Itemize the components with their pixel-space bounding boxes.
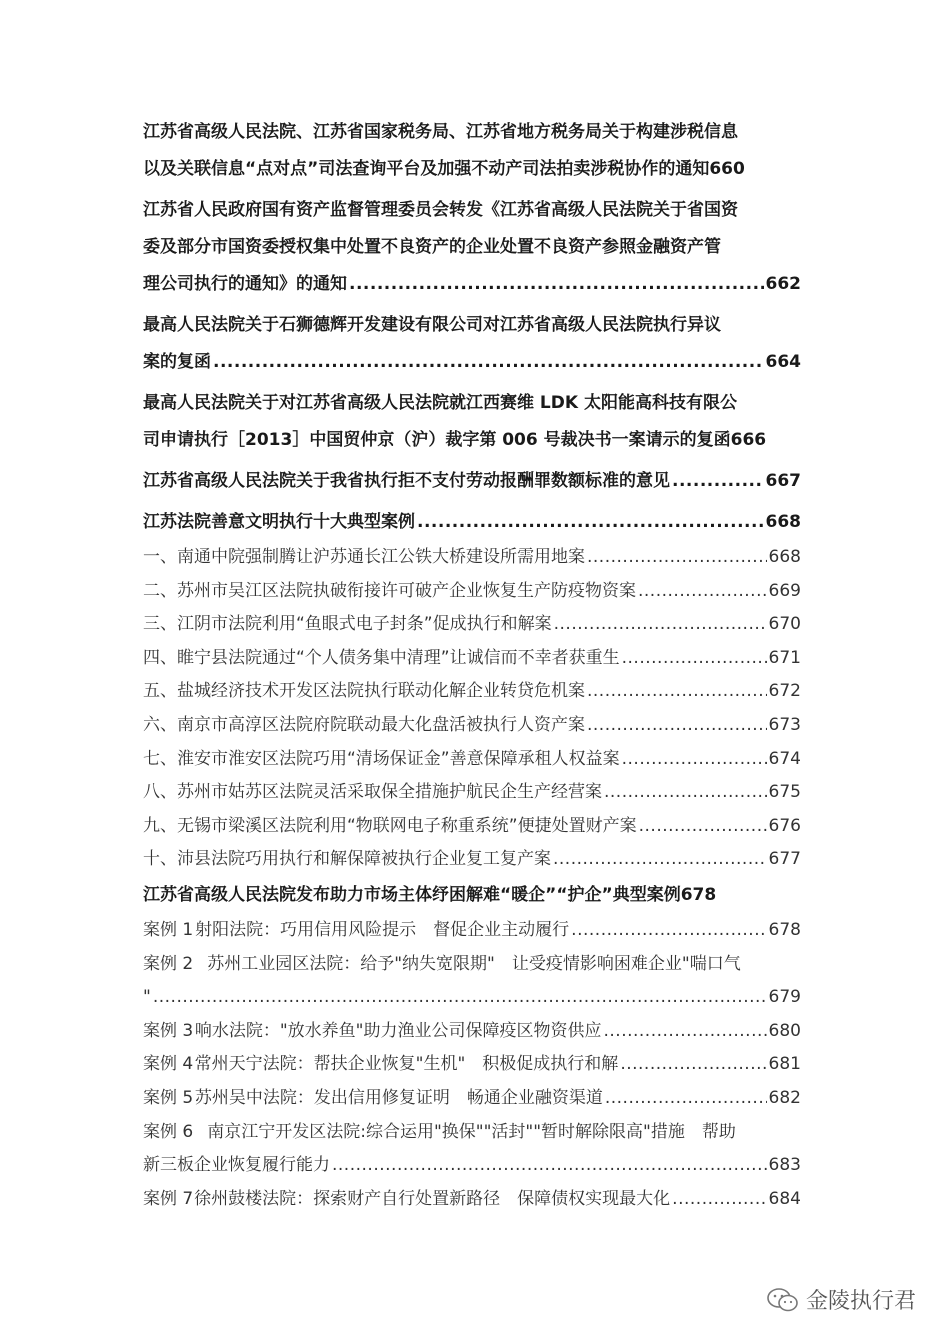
toc-line-last <box>143 344 801 381</box>
toc-title: 四、睢宁县法院通过“个人债务集中清理”让诚信而不幸者获重生 <box>143 647 620 668</box>
toc-line: 最高人民法院关于对江苏省高级人民法院就江西赛维 LDK 太阳能高科技有限公 <box>143 393 737 413</box>
dot-leader <box>620 1048 766 1082</box>
toc-line: 最高人民法院关于石狮德辉开发建设有限公司对江苏省高级人民法院执行异议 <box>143 315 721 335</box>
dot-leader <box>571 914 766 948</box>
dot-leader <box>153 981 767 1015</box>
seven-cases-list <box>143 914 801 1216</box>
toc-line-last <box>143 541 801 575</box>
toc-title: 一、南通中院强制腾让沪苏通长江公铁大桥建设所需用地案 <box>143 547 585 567</box>
dot-leader <box>604 776 767 810</box>
toc-title: 十、沛县法院巧用执行和解保障被执行企业复工复产案 <box>143 849 551 870</box>
toc-title: 二、苏州市吴江区法院执破衔接许可破产企业恢复生产防疫物资案 <box>143 580 636 601</box>
toc-subentry[interactable] <box>143 914 801 948</box>
ten-cases-list <box>143 541 801 877</box>
toc-title: 理公司执行的通知》的通知 <box>143 274 347 294</box>
dot-leader <box>554 608 767 642</box>
toc-line-last <box>143 1183 801 1217</box>
toc-title: 案的复函 <box>143 352 211 372</box>
toc-entry-shishi-dehui[interactable] <box>143 307 801 381</box>
page-number: 671 <box>768 647 801 668</box>
toc-title: 五、盐城经济技术开发区法院执行联动化解企业转贷危机案 <box>143 681 585 702</box>
toc-subentry[interactable] <box>143 1048 801 1082</box>
toc-subentry[interactable] <box>143 608 801 642</box>
toc-title: 响水法院："放水养鱼"助力渔业公司保障疫区物资供应 <box>194 1020 602 1041</box>
page-number: 664 <box>765 352 801 372</box>
toc-title: 常州天宁法院：帮扶企业恢复"生机" 积极促成执行和解 <box>194 1054 619 1075</box>
toc-line-last <box>143 463 801 500</box>
toc-subentry[interactable] <box>143 810 801 844</box>
toc-title: 九、无锡市梁溪区法院利用“物联网电子称重系统”便捷处置财产案 <box>143 815 637 836</box>
toc-title: 八、苏州市姑苏区法院灵活采取保全措施护航民企生产经营案 <box>143 782 602 803</box>
toc-line: 江苏省高级人民法院、江苏省国家税务局、江苏省地方税务局关于构建涉税信息 <box>143 122 738 142</box>
toc-title: 苏州吴中法院：发出信用修复证明 畅通企业融资渠道 <box>194 1087 603 1108</box>
toc-line-last <box>143 1015 801 1049</box>
toc-title: 苏州工业园区法院：给予"纳失宽限期" 让受疫情影响困难企业"喘口气 <box>207 953 741 974</box>
dot-leader <box>553 843 767 877</box>
toc-line-last <box>143 642 801 676</box>
toc-subentry[interactable] <box>143 776 801 810</box>
toc-line: 委及部分市国资委授权集中处置不良资产的企业处置不良资产参照金融资产管 <box>143 237 721 257</box>
toc-title: 江苏省高级人民法院关于我省执行拒不支付劳动报酬罪数额标准的意见 <box>143 471 670 491</box>
toc-title: 六、南京市高淳区法院府院联动最大化盘活被执行人资产案 <box>143 714 585 735</box>
page-number: 674 <box>768 748 801 769</box>
toc-title: 七、淮安市淮安区法院巧用“清场保证金”善意保障承租人权益案 <box>143 748 620 769</box>
toc-title: 三、江阴市法院利用“鱼眼式电子封条”促成执行和解案 <box>143 614 552 635</box>
toc-line-last <box>143 1082 801 1116</box>
toc-entry-labor-pay[interactable] <box>143 463 801 500</box>
dot-leader <box>638 575 767 609</box>
page-number: 684 <box>768 1188 801 1209</box>
dot-leader <box>603 1015 766 1049</box>
page-number: 678 <box>768 919 801 940</box>
case-label: 案例 4 <box>143 1054 194 1075</box>
toc-line-last <box>143 810 801 844</box>
table-of-contents <box>143 114 801 1216</box>
page-number: 677 <box>768 849 801 870</box>
toc-line <box>143 1116 801 1150</box>
toc-line-last <box>143 981 801 1015</box>
toc-line: 司申请执行［2013］中国贸仲京（沪）裁字第 006 号裁决书一案请示的复函666 <box>143 430 767 450</box>
page-number: 676 <box>768 815 801 836</box>
toc-line-last <box>143 776 801 810</box>
page-number: 672 <box>768 681 801 702</box>
toc-subentry[interactable] <box>143 541 801 575</box>
toc-line-last <box>143 709 801 743</box>
toc-title: 江苏法院善意文明执行十大典型案例 <box>143 512 415 532</box>
page-number: 675 <box>768 782 801 803</box>
page-number: 668 <box>765 512 801 532</box>
page-number: 668 <box>768 547 801 567</box>
dot-leader <box>672 1183 766 1217</box>
dot-leader <box>213 344 764 381</box>
toc-line-last <box>143 914 801 948</box>
toc-title-cont: 新三板企业恢复履行能力 <box>143 1155 330 1176</box>
toc-subentry[interactable] <box>143 1082 801 1116</box>
toc-line-last <box>143 504 801 541</box>
page-number: 669 <box>768 580 801 601</box>
toc-line: 江苏省人民政府国有资产监督管理委员会转发《江苏省高级人民法院关于省国资 <box>143 200 738 220</box>
toc-line: 江苏省高级人民法院发布助力市场主体纾困解难“暖企”“护企”典型案例678 <box>143 884 717 905</box>
page-number: 679 <box>768 987 801 1008</box>
case-label: 案例 3 <box>143 1020 194 1041</box>
case-label: 案例 5 <box>143 1087 194 1108</box>
toc-subentry[interactable] <box>143 743 801 777</box>
toc-subentry[interactable] <box>143 575 801 609</box>
case-label: 案例 6 <box>143 1121 194 1142</box>
toc-subentry[interactable] <box>143 1183 801 1217</box>
toc-subentry[interactable] <box>143 1116 801 1183</box>
toc-line-last <box>143 608 801 642</box>
case-label: 案例 2 <box>143 953 194 974</box>
page-number: 682 <box>768 1087 801 1108</box>
toc-line-last <box>143 843 801 877</box>
dot-leader <box>587 675 767 709</box>
page-number: 662 <box>765 274 801 294</box>
toc-entry-warm-enterprise[interactable] <box>143 877 801 914</box>
dot-leader <box>349 266 764 303</box>
toc-line-last <box>143 266 801 303</box>
toc-subentry[interactable] <box>143 709 801 743</box>
toc-subentry[interactable] <box>143 948 801 1015</box>
dot-leader <box>622 642 767 676</box>
page-number: 670 <box>768 614 801 635</box>
toc-entry-state-assets[interactable] <box>143 192 801 303</box>
page-number: 681 <box>768 1054 801 1075</box>
toc-line: 以及关联信息“点对点”司法查询平台及加强不动产司法拍卖涉税协作的通知660 <box>143 159 745 179</box>
dot-leader <box>639 810 767 844</box>
toc-subentry[interactable] <box>143 675 801 709</box>
toc-line-last <box>143 1048 801 1082</box>
page-number: 683 <box>768 1155 801 1176</box>
dot-leader <box>622 743 767 777</box>
toc-subentry[interactable] <box>143 642 801 676</box>
dot-leader <box>672 463 764 500</box>
dot-leader <box>587 709 767 743</box>
toc-entry-ten-cases[interactable] <box>143 504 801 541</box>
toc-title: 射阳法院：巧用信用风险提示 督促企业主动履行 <box>195 919 570 940</box>
watermark-text: 金陵执行君 <box>805 1289 916 1314</box>
watermark <box>766 1284 916 1315</box>
case-label: 案例 1 <box>143 919 194 940</box>
toc-subentry[interactable] <box>143 1015 801 1049</box>
toc-title-cont: " <box>143 987 151 1008</box>
dot-leader <box>417 504 764 541</box>
toc-title: 南京江宁开发区法院:综合运用"换保""活封""暂时解除限高"措施 帮助 <box>207 1121 736 1142</box>
toc-line-last <box>143 743 801 777</box>
dot-leader <box>605 1082 767 1116</box>
toc-subentry[interactable] <box>143 843 801 877</box>
page-number: 680 <box>768 1020 801 1041</box>
toc-entry-ldk-solar[interactable] <box>143 385 801 459</box>
dot-leader <box>587 541 767 575</box>
toc-line-last <box>143 575 801 609</box>
toc-line <box>143 948 801 982</box>
toc-line-last <box>143 675 801 709</box>
toc-line-last <box>143 1149 801 1183</box>
toc-title: 徐州鼓楼法院：探索财产自行处置新路径 保障债权实现最大化 <box>194 1188 671 1209</box>
toc-entry-notice-tax[interactable] <box>143 114 801 188</box>
dot-leader <box>332 1149 767 1183</box>
page-number: 673 <box>768 714 801 735</box>
wechat-icon <box>766 1286 800 1314</box>
case-label: 案例 7 <box>143 1188 194 1209</box>
page-number: 667 <box>765 471 801 491</box>
